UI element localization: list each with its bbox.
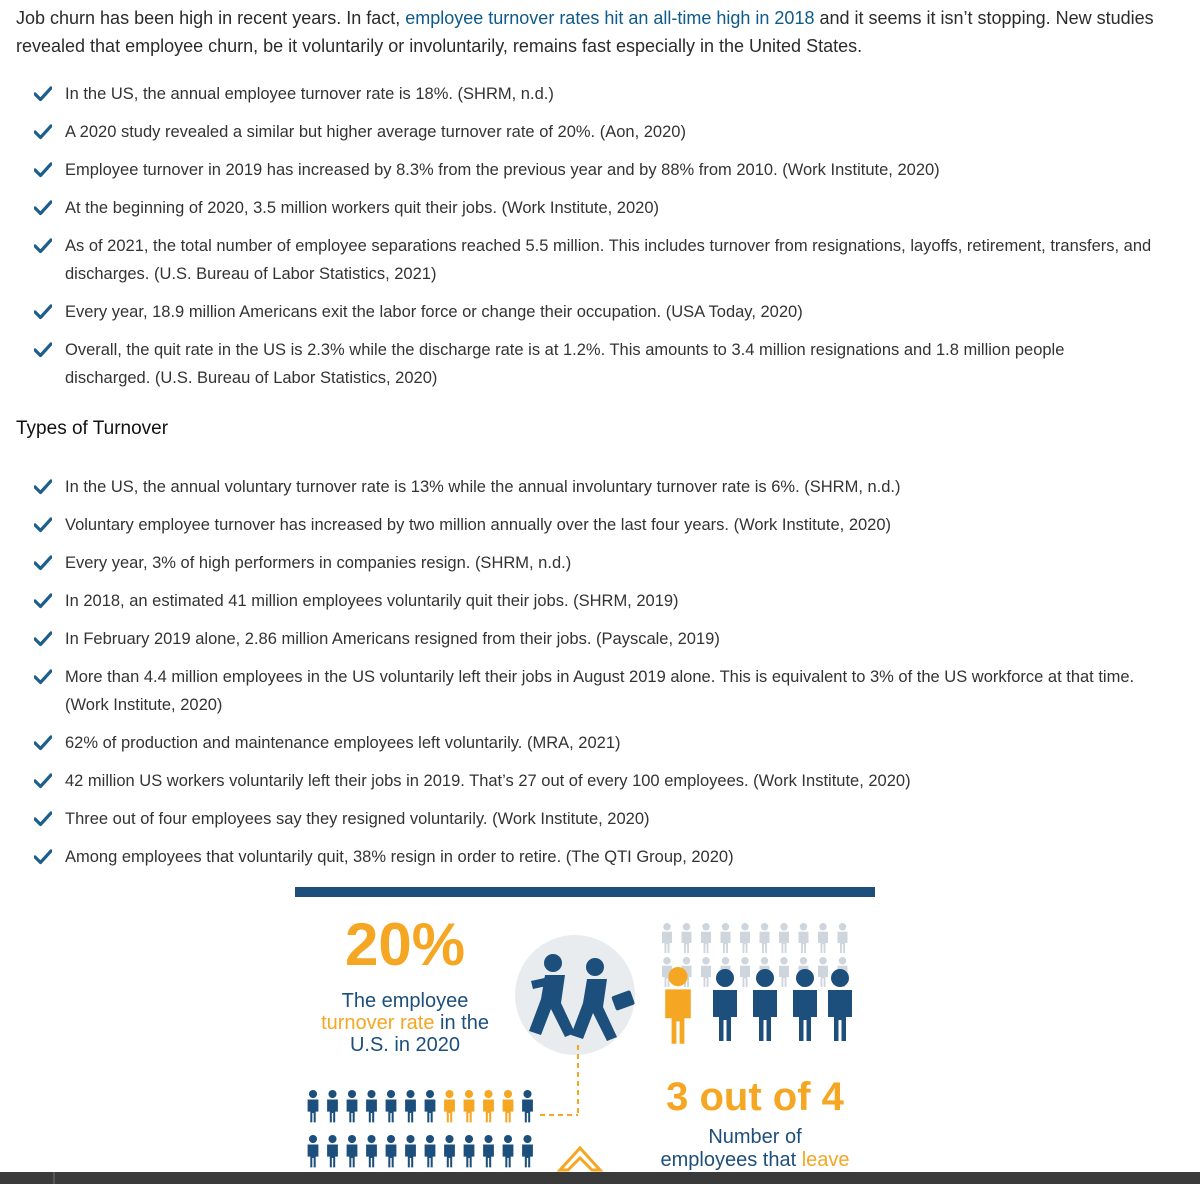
list-item bbox=[34, 805, 1154, 833]
person-icon bbox=[464, 1135, 475, 1167]
right-line1: Number of bbox=[708, 1126, 802, 1148]
people-row-2 bbox=[308, 1135, 533, 1167]
checkmark-icon bbox=[34, 342, 52, 358]
person-icon bbox=[444, 1135, 455, 1167]
caption-line2 bbox=[321, 1012, 489, 1034]
caption-line1: The employee bbox=[341, 990, 469, 1012]
list-item-text: In 2018, an estimated 41 million employees voluntarily quit their jobs. (SHRM, 2019) bbox=[65, 592, 679, 610]
checkmark-icon bbox=[34, 631, 52, 647]
person-icon bbox=[425, 1135, 436, 1167]
list-item-text: Voluntary employee turnover has increased by two million annually over the last four years. (Work Institute, 2020) bbox=[65, 516, 892, 534]
checkmark-icon bbox=[34, 811, 52, 827]
person-icon bbox=[366, 1090, 377, 1122]
checkmark-icon bbox=[34, 735, 52, 751]
person-icon bbox=[799, 923, 809, 953]
person-icon bbox=[405, 1135, 416, 1167]
person-icon bbox=[818, 923, 828, 953]
checkmark-icon bbox=[34, 669, 52, 685]
list-item-text: Among employees that voluntarily quit, 38% resign in order to retire. (The QTI Group, 2020) bbox=[65, 848, 734, 866]
list-item bbox=[34, 767, 1154, 795]
standing-person-icon bbox=[665, 967, 691, 1044]
checkmark-icon bbox=[34, 124, 52, 140]
person-icon bbox=[483, 1090, 494, 1122]
person-icon bbox=[701, 923, 711, 953]
list-item-text: In the US, the annual voluntary turnover rate is 13% while the annual involuntary turnover rate is 6%. (SHRM, n.d.) bbox=[65, 478, 901, 496]
list-item-text: 42 million US workers voluntarily left their jobs in 2019. That’s 27 out of every 100 employees. (Work Institute, 2020) bbox=[65, 772, 911, 790]
checkmark-icon bbox=[34, 517, 52, 533]
person-icon bbox=[386, 1090, 397, 1122]
right-line2-pre: employees that bbox=[660, 1149, 802, 1171]
list-item bbox=[34, 843, 1154, 871]
person-icon bbox=[682, 923, 692, 953]
intro-text-after: and it seems it isn’t stopping. New studies revealed that employee churn, be it voluntarily or involuntarily, remains fast especially in the United States. bbox=[16, 8, 1154, 56]
person-icon bbox=[308, 1090, 319, 1122]
list-item-text: In the US, the annual employee turnover rate is 18%. (SHRM, n.d.) bbox=[65, 85, 554, 103]
checkmark-icon bbox=[34, 200, 52, 216]
person-icon bbox=[838, 923, 848, 953]
leaving-person-icon bbox=[713, 969, 737, 1041]
section-heading-types-of-turnover: Types of Turnover bbox=[16, 418, 169, 439]
list-item bbox=[34, 298, 1154, 326]
person-icon bbox=[308, 1135, 319, 1167]
list-item bbox=[34, 587, 1154, 615]
list-item bbox=[34, 511, 1154, 539]
list-item bbox=[34, 336, 1154, 392]
list-item-text: At the beginning of 2020, 3.5 million workers quit their jobs. (Work Institute, 2020) bbox=[65, 199, 660, 217]
person-icon bbox=[522, 1135, 533, 1167]
list-item bbox=[34, 549, 1154, 577]
list-item-text: In February 2019 alone, 2.86 million Americans resigned from their jobs. (Payscale, 2019) bbox=[65, 630, 720, 648]
checkmark-icon bbox=[34, 593, 52, 609]
person-icon bbox=[818, 957, 828, 987]
person-icon bbox=[444, 1090, 455, 1122]
person-icon bbox=[779, 957, 789, 987]
list-item bbox=[34, 729, 1154, 757]
list-item-text: Overall, the quit rate in the US is 2.3% while the discharge rate is at 1.2%. This amounts to 3.4 million resignations and 1.8 million people discharged. (U.S. Bureau of Labor Statistics, 2020) bbox=[65, 341, 1065, 387]
caption-line3: U.S. in 2020 bbox=[349, 1034, 461, 1056]
list-item bbox=[34, 663, 1154, 719]
person-icon bbox=[740, 957, 750, 987]
turnover-types-list bbox=[34, 473, 1154, 881]
person-icon bbox=[327, 1135, 338, 1167]
list-item-text: A 2020 study revealed a similar but higher average turnover rate of 20%. (Aon, 2020) bbox=[65, 123, 686, 141]
person-icon bbox=[779, 923, 789, 953]
list-item-text: More than 4.4 million employees in the US voluntarily left their jobs in August 2019 alone. This is equivalent to 3% of the US workforce at that time. (Work Institute, 2020) bbox=[65, 668, 1135, 714]
list-item bbox=[34, 194, 1154, 222]
person-icon bbox=[721, 923, 731, 953]
turnover-infographic bbox=[295, 885, 875, 1175]
person-icon bbox=[347, 1135, 358, 1167]
list-item-text: Three out of four employees say they resigned voluntarily. (Work Institute, 2020) bbox=[65, 810, 650, 828]
turnover-record-link[interactable]: employee turnover rates hit an all-time high in 2018 bbox=[405, 8, 815, 28]
list-item bbox=[34, 118, 1154, 146]
person-icon bbox=[760, 923, 770, 953]
turnover-stats-list bbox=[34, 80, 1154, 402]
person-icon bbox=[503, 1135, 514, 1167]
list-item-text: 62% of production and maintenance employees left voluntarily. (MRA, 2021) bbox=[65, 734, 621, 752]
checkmark-icon bbox=[34, 238, 52, 254]
checkmark-icon bbox=[34, 555, 52, 571]
people-row-1 bbox=[308, 1090, 533, 1122]
list-item bbox=[34, 473, 1154, 501]
checkmark-icon bbox=[34, 849, 52, 865]
person-icon bbox=[405, 1090, 416, 1122]
bottom-scrollbar[interactable] bbox=[0, 1172, 1200, 1184]
person-icon bbox=[503, 1090, 514, 1122]
caption-rest: in the bbox=[434, 1012, 489, 1034]
intro-text-before: Job churn has been high in recent years. In fact, bbox=[16, 8, 406, 28]
person-icon bbox=[347, 1090, 358, 1122]
scrollbar-thumb[interactable] bbox=[53, 1172, 55, 1184]
person-icon bbox=[522, 1090, 533, 1122]
right-stat: 3 out of 4 bbox=[666, 1075, 844, 1119]
person-icon bbox=[366, 1135, 377, 1167]
checkmark-icon bbox=[34, 304, 52, 320]
leaving-person-icon bbox=[793, 969, 817, 1041]
person-icon bbox=[662, 923, 672, 953]
list-item bbox=[34, 156, 1154, 184]
person-icon bbox=[327, 1090, 338, 1122]
checkmark-icon bbox=[34, 86, 52, 102]
leaving-person-icon bbox=[828, 969, 852, 1041]
person-icon bbox=[464, 1090, 475, 1122]
list-item-text: Every year, 3% of high performers in companies resign. (SHRM, n.d.) bbox=[65, 554, 572, 572]
person-icon bbox=[386, 1135, 397, 1167]
leaving-person-icon bbox=[753, 969, 777, 1041]
list-item-text: As of 2021, the total number of employee separations reached 5.5 million. This includes turnover from resignations, layoffs, retirement, transfers, and discharges. (U.S. Bureau of Labor Statistics, 2021) bbox=[65, 237, 1152, 283]
right-line2 bbox=[660, 1149, 849, 1171]
checkmark-icon bbox=[34, 479, 52, 495]
person-icon bbox=[701, 957, 711, 987]
list-item bbox=[34, 80, 1154, 108]
person-icon bbox=[483, 1135, 494, 1167]
checkmark-icon bbox=[34, 162, 52, 178]
list-item bbox=[34, 232, 1154, 288]
list-item bbox=[34, 625, 1154, 653]
person-icon bbox=[740, 923, 750, 953]
list-item-text: Employee turnover in 2019 has increased by 8.3% from the previous year and by 88% from 2010. (Work Institute, 2020) bbox=[65, 161, 940, 179]
gray-people-row bbox=[662, 923, 848, 987]
right-line2-highlight: leave bbox=[801, 1149, 850, 1171]
person-icon bbox=[425, 1090, 436, 1122]
infographic-top-bar bbox=[295, 887, 875, 897]
checkmark-icon bbox=[34, 773, 52, 789]
list-item-text: Every year, 18.9 million Americans exit the labor force or change their occupation. (USA Today, 2020) bbox=[65, 303, 803, 321]
big-stat: 20% bbox=[344, 911, 466, 978]
up-arrow-icon bbox=[560, 1148, 600, 1170]
caption-highlight: turnover rate bbox=[321, 1012, 435, 1034]
infographic-graphic bbox=[295, 885, 875, 1175]
intro-paragraph bbox=[16, 4, 1176, 60]
